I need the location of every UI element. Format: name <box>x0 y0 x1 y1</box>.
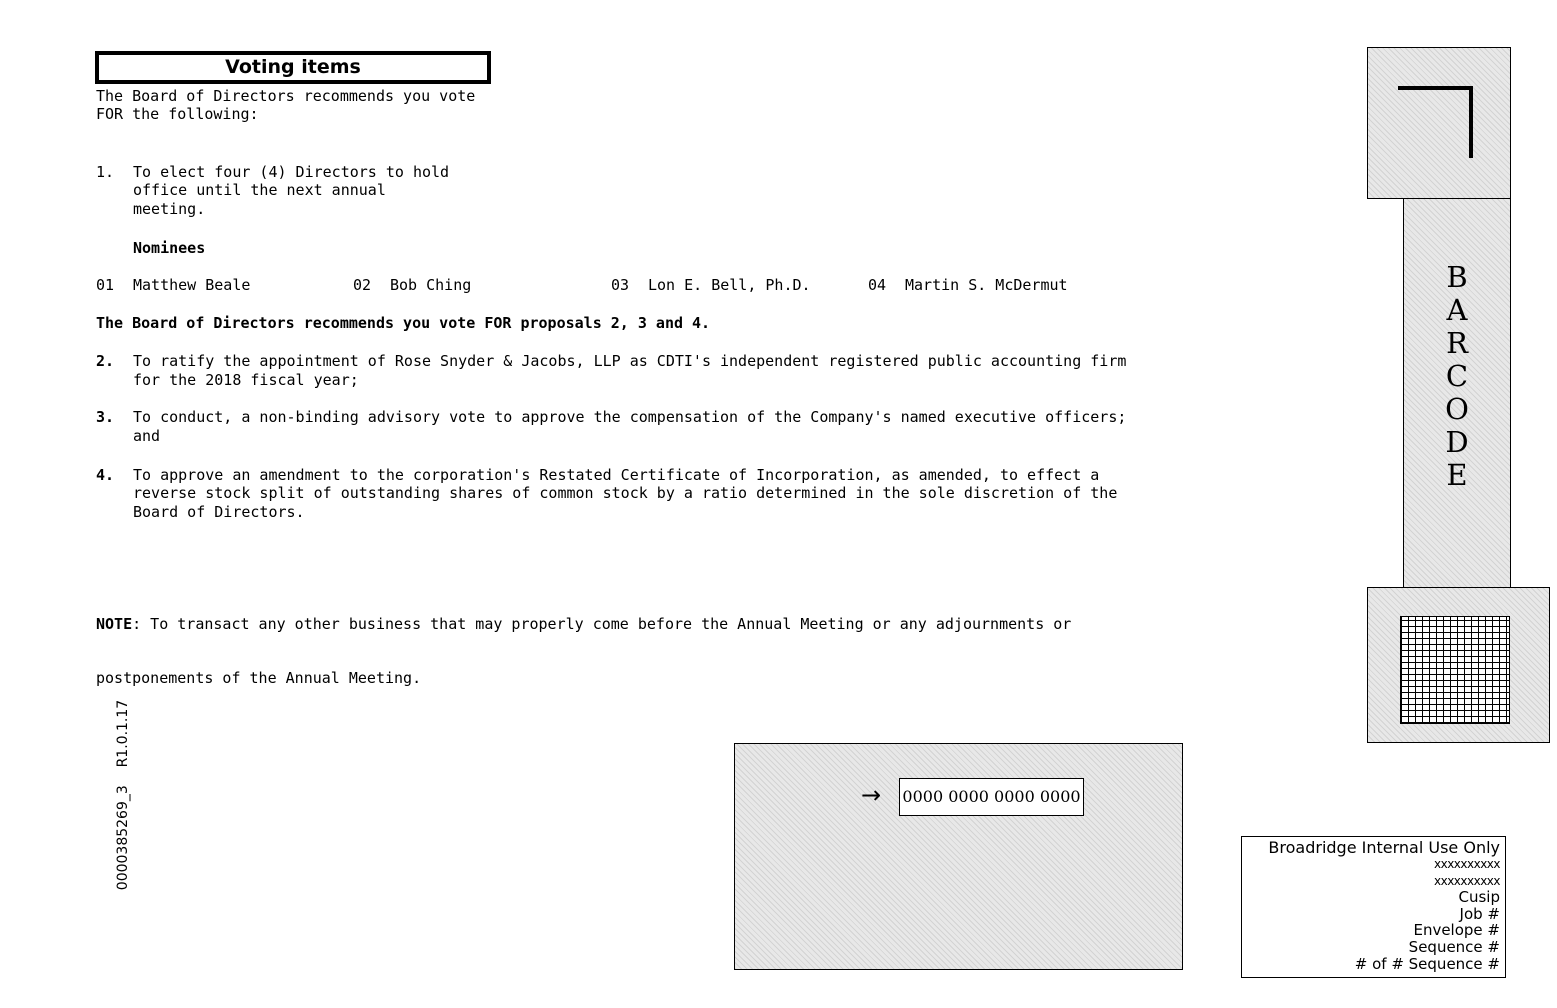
internal-x1: xxxxxxxxxx <box>1433 857 1500 871</box>
datamatrix-grid-icon <box>1400 616 1510 724</box>
item-2-number: 2. <box>96 352 115 370</box>
barcode-letter: A <box>1446 293 1468 327</box>
nominee-name: Martin S. McDermut <box>905 276 1068 294</box>
recommendation-proposals: The Board of Directors recommends you vote FOR proposals 2, 3 and 4. <box>96 314 711 332</box>
nominee-04 <box>868 276 1068 294</box>
barcode-letter: O <box>1445 392 1469 426</box>
barcode-letter: E <box>1446 458 1468 492</box>
item-3-number: 3. <box>96 408 115 426</box>
right-arrow-icon: → <box>861 781 882 809</box>
internal-title: Broadridge Internal Use Only <box>1268 838 1500 857</box>
note-line-1: : To transact any other business that may properly come before the Annual Meeting or any adjournments or <box>132 615 1072 633</box>
nominee-name: Bob Ching <box>390 276 472 294</box>
item-3-line-2: and <box>133 427 161 445</box>
barcode-letter: C <box>1445 359 1469 393</box>
corner-mark-icon <box>1398 86 1473 158</box>
item-1-line-3: meeting. <box>133 200 206 218</box>
datamatrix-box <box>1367 587 1550 743</box>
nominee-number: 02 <box>353 276 372 294</box>
item-2-line-1: To ratify the appointment of Rose Snyder & Jacobs, LLP as CDTI's independent registered public accounting firm <box>133 352 1127 370</box>
nominee-02 <box>353 276 472 294</box>
control-number-field: 0000 0000 0000 0000 <box>899 778 1084 816</box>
intro-line-2: FOR the following: <box>96 105 259 123</box>
note-label: NOTE <box>96 615 133 633</box>
barcode-text <box>1404 261 1510 492</box>
internal-job: Job # <box>1459 904 1500 923</box>
barcode-box <box>1403 198 1511 588</box>
nominee-01 <box>96 276 251 294</box>
broadridge-internal-box <box>1241 836 1506 978</box>
item-2-line-2: for the 2018 fiscal year; <box>133 371 359 389</box>
item-3-line-1: To conduct, a non-binding advisory vote to approve the compensation of the Company's named executive officers; <box>133 408 1127 426</box>
internal-cusip: Cusip <box>1458 888 1500 907</box>
item-4-line-1: To approve an amendment to the corporation's Restated Certificate of Incorporation, as amended, to effect a <box>133 466 1100 484</box>
item-1-line-2: office until the next annual <box>133 181 386 199</box>
nominee-number: 03 <box>611 276 630 294</box>
note-line-2: postponements of the Annual Meeting. <box>96 669 422 687</box>
barcode-letter: B <box>1446 260 1468 294</box>
voting-items-header: Voting items <box>95 51 491 84</box>
internal-x2: xxxxxxxxxx <box>1433 873 1500 888</box>
intro-line-1: The Board of Directors recommends you vote <box>96 87 476 105</box>
internal-envelope: Envelope # <box>1413 921 1500 940</box>
item-4-line-2: reverse stock split of outstanding shares of common stock by a ratio determined in the sole discretion of the <box>133 484 1118 502</box>
intro-text <box>96 87 475 123</box>
item-4-line-3: Board of Directors. <box>133 503 305 521</box>
barcode-corner-box <box>1367 47 1511 199</box>
note-block <box>96 579 1071 705</box>
nominees-label: Nominees <box>133 239 206 257</box>
nominee-name: Lon E. Bell, Ph.D. <box>648 276 811 294</box>
control-number-box <box>734 743 1183 970</box>
item-1-line-1: To elect four (4) Directors to hold <box>133 163 450 181</box>
internal-of-sequence: # of # Sequence # <box>1354 954 1500 973</box>
internal-sequence: Sequence # <box>1408 937 1500 956</box>
side-document-code: 0000385269_3 R1.0.1.17 <box>115 699 131 891</box>
nominee-03 <box>611 276 811 294</box>
item-1-number: 1. <box>96 163 115 181</box>
barcode-letter: R <box>1446 326 1468 360</box>
item-4-number: 4. <box>96 466 115 484</box>
barcode-letter: D <box>1445 425 1469 459</box>
nominee-number: 04 <box>868 276 887 294</box>
nominee-number: 01 <box>96 276 115 294</box>
nominee-name: Matthew Beale <box>133 276 251 294</box>
